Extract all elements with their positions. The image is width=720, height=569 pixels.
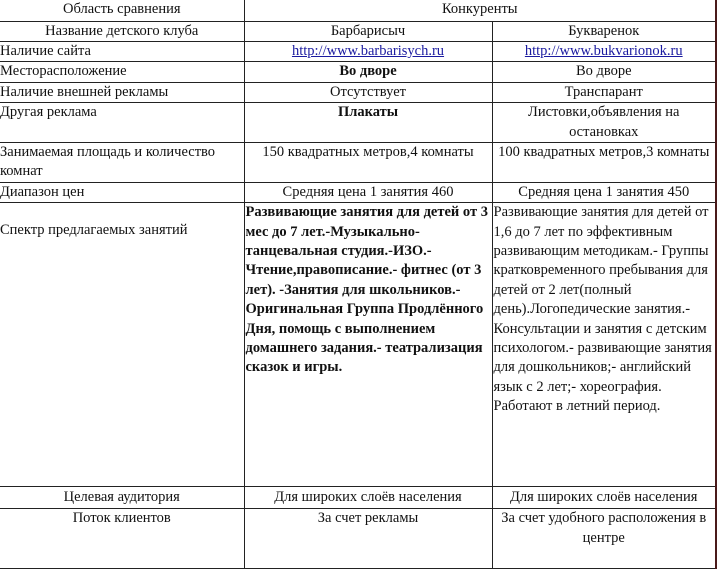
row-label: Целевая аудитория [0, 487, 244, 509]
cell: Средняя цена 1 занятия 460 [244, 182, 492, 202]
row-label: Поток клиентов [0, 509, 244, 569]
cell: За счет удобного расположения в центре [492, 509, 716, 569]
row-label: Название детского клуба [0, 21, 244, 41]
cell: Транспарант [492, 82, 716, 102]
cell: Во дворе [492, 62, 716, 82]
cell: За счет рекламы [244, 509, 492, 569]
cell: Плакаты [244, 103, 492, 143]
cell: Развивающие занятия для детей от 3 мес до 7 лет.-Музыкально-танцевальная студия.-ИЗО.-Чтение,правописание.- фитнес (от 3 лет). -Занятия для школьников.- Оригинальная Группа Продлённого Дня, помощь с выполнением домашнего задания.- театрализация сказок и игры. [244, 203, 492, 487]
table-row [0, 103, 716, 143]
table-row [0, 41, 716, 61]
row-label: Наличие внешней рекламы [0, 82, 244, 102]
row-label: Наличие сайта [0, 41, 244, 61]
club-a-name: Барбарисыч [244, 21, 492, 41]
table-row [0, 203, 716, 487]
club-b-name: Букваренок [492, 21, 716, 41]
row-label: Занимаемая площадь и количество комнат [0, 142, 244, 182]
club-b-site-link[interactable]: http://www.bukvarionok.ru [524, 42, 683, 59]
header-competitors: Конкуренты [244, 0, 716, 21]
cell: Развивающие занятия для детей от 1,6 до 7 лет по эффективным развивающим методикам.- Группы кратковременного пребывания для детей от 2 лет(полный день).Логопедические занятия.- Консультации и занятия с детским психологом.- развивающие занятия для дошкольников;- английский язык с 2 лет;- хореография. Работают в летний период. [492, 203, 716, 487]
club-a-site-link[interactable]: http://www.barbarisych.ru [291, 42, 445, 59]
table-row [0, 142, 716, 182]
table-row [0, 182, 716, 202]
cell: Для широких слоёв населения [492, 487, 716, 509]
table-row [0, 21, 716, 41]
table-header-row [0, 0, 716, 21]
table-row [0, 487, 716, 509]
cell: Во дворе [244, 62, 492, 82]
row-label: Другая реклама [0, 103, 244, 143]
table-row [0, 82, 716, 102]
table-row [0, 509, 716, 569]
header-area: Область сравнения [0, 0, 244, 21]
cell: Листовки,объявления на остановках [492, 103, 716, 143]
row-label: Спектр предлагаемых занятий [0, 203, 244, 487]
cell: 150 квадратных метров,4 комнаты [244, 142, 492, 182]
cell: Для широких слоёв населения [244, 487, 492, 509]
row-label: Диапазон цен [0, 182, 244, 202]
cell: 100 квадратных метров,3 комнаты [492, 142, 716, 182]
table-row [0, 62, 716, 82]
cell: Отсутствует [244, 82, 492, 102]
cell: Средняя цена 1 занятия 450 [492, 182, 716, 202]
row-label: Месторасположение [0, 62, 244, 82]
